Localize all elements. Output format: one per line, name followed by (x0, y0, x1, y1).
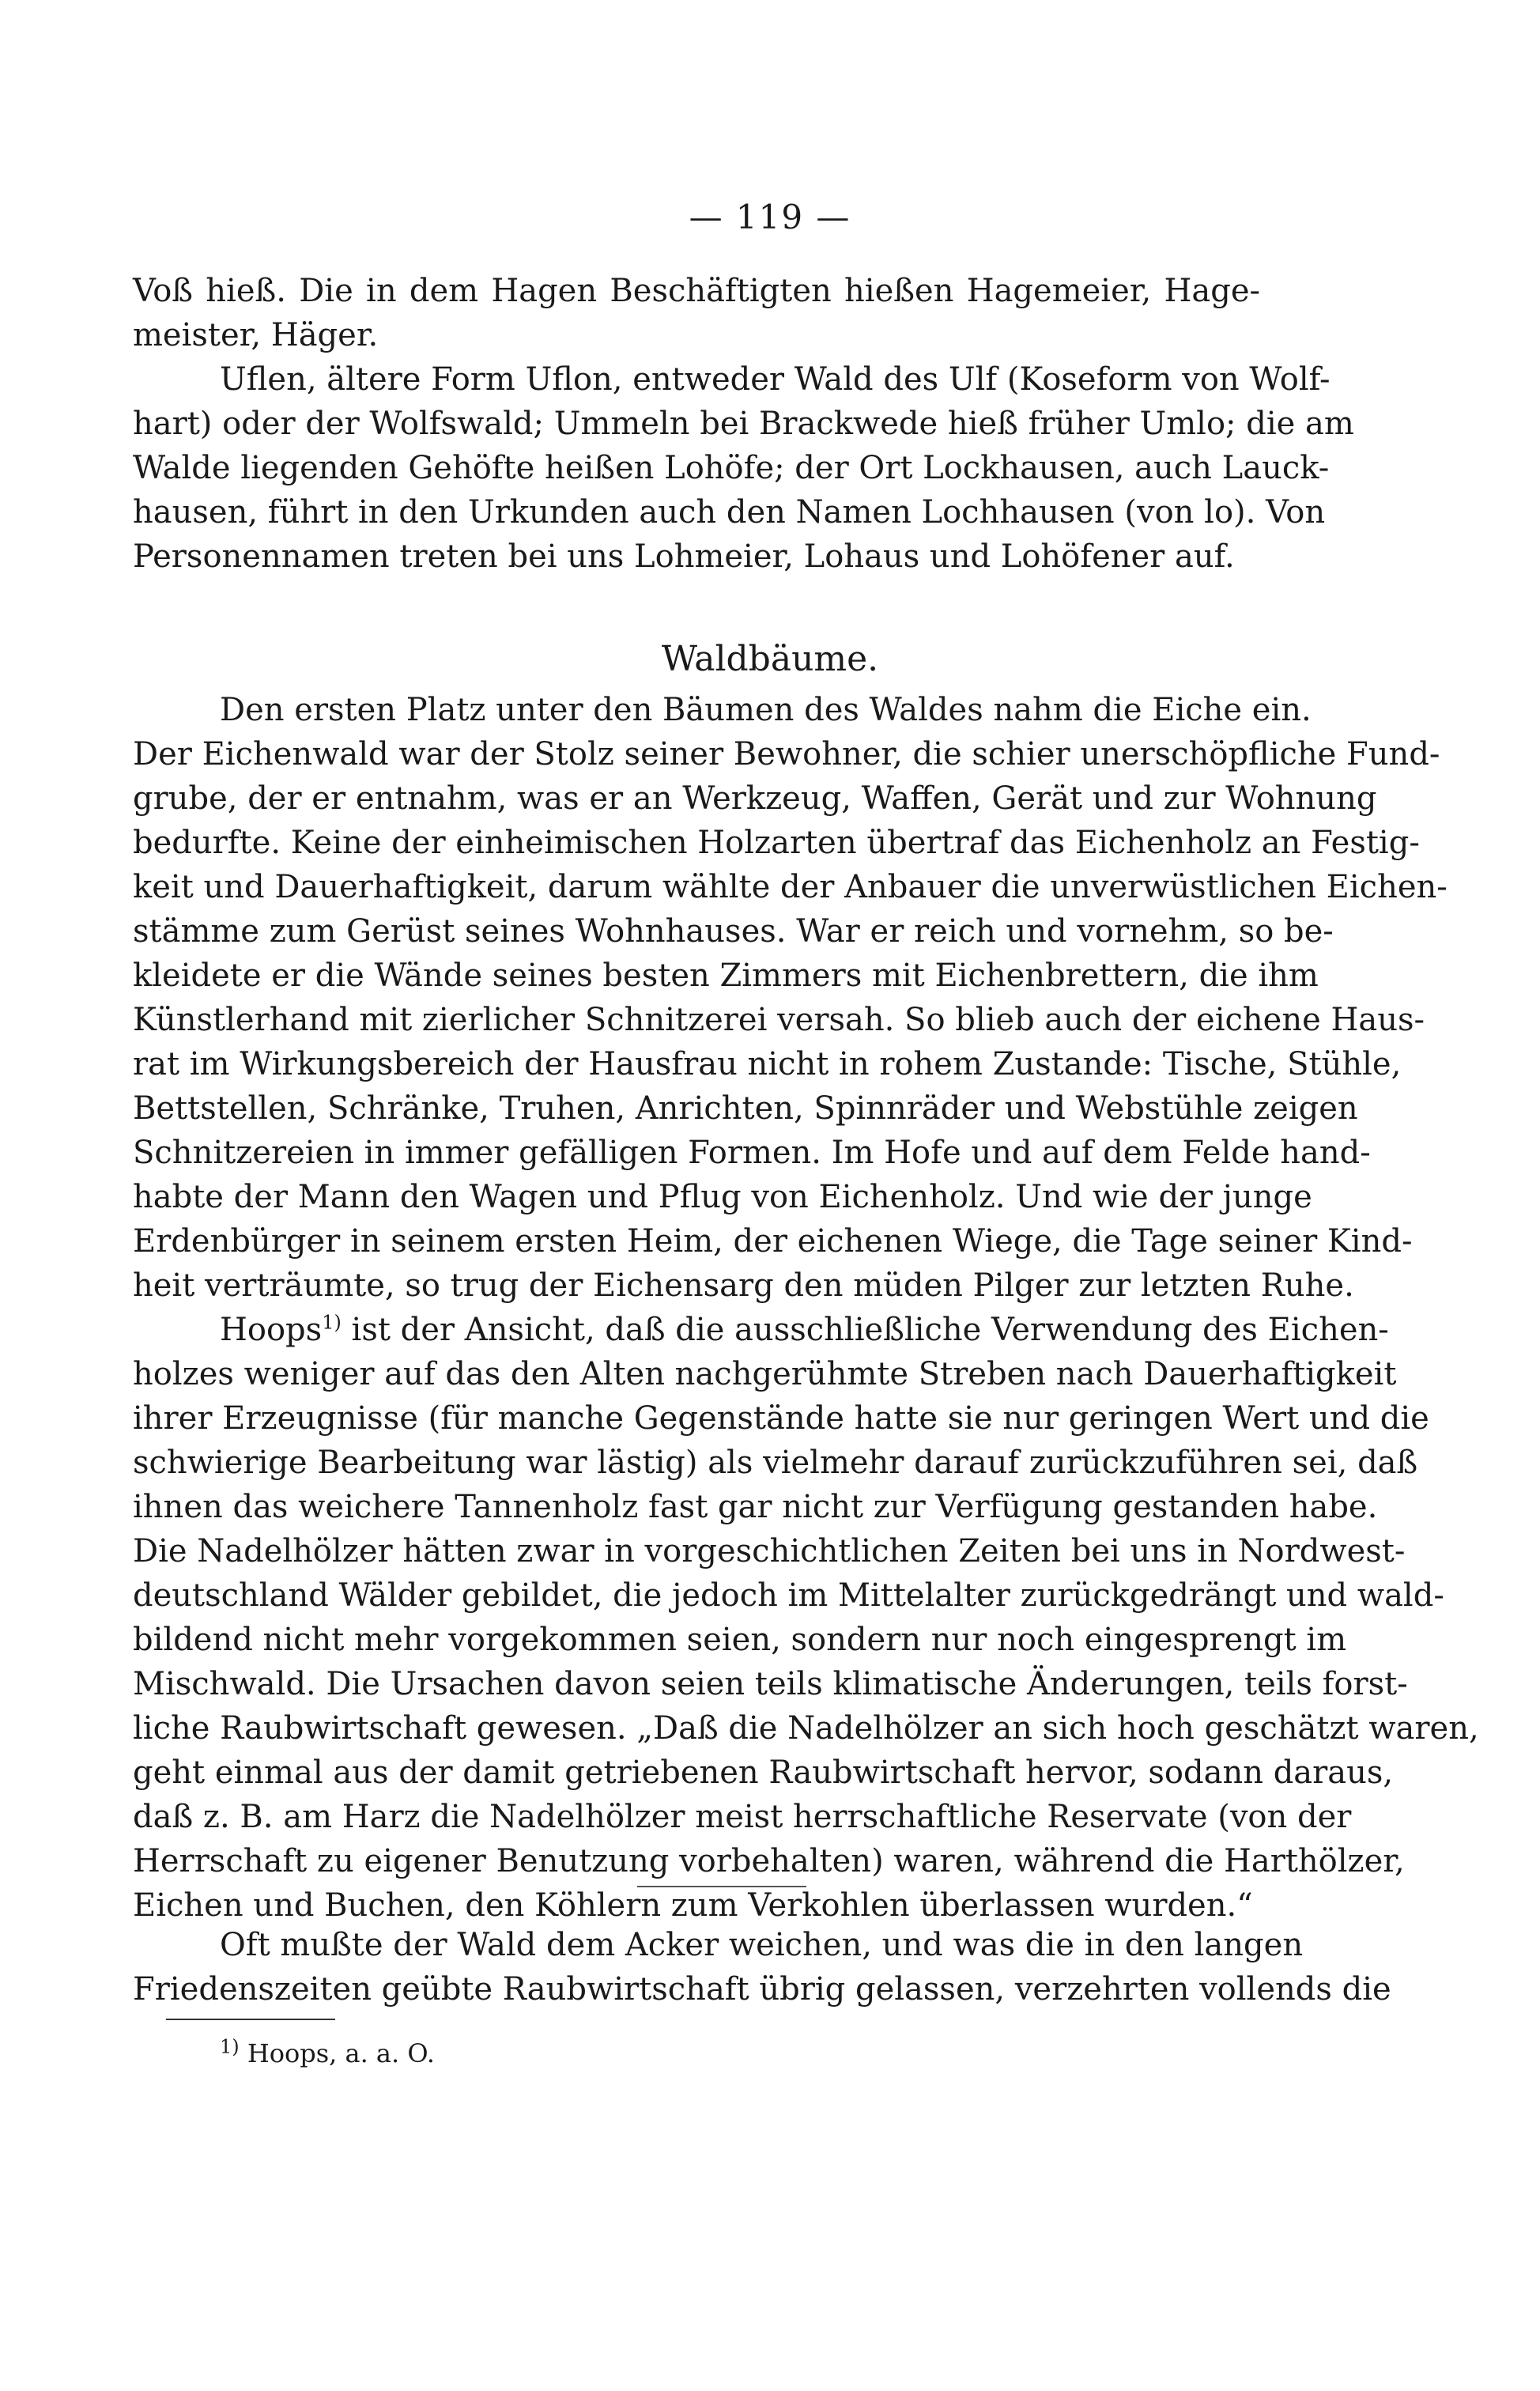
text-line: Personennamen treten bei uns Lohmeier, Lohaus und Lohöfener auf. (133, 538, 1235, 575)
text-line: habte der Mann den Wagen und Pflug von Eichenholz. Und wie der junge (133, 1179, 1312, 1215)
text-line: heit verträumte, so trug der Eichensarg den müden Pilger zur letzten Ruhe. (133, 1267, 1354, 1304)
text-line: hausen, führt in den Urkunden auch den Namen Lochhausen (von lo). Von (133, 494, 1326, 531)
text-line: Schnitzereien in immer gefälligen Formen. Im Hofe und auf dem Felde hand- (133, 1135, 1371, 1171)
closing-paragraph (133, 1923, 1391, 2011)
body-paragraph (133, 688, 1448, 1308)
text-line: Walde liegenden Gehöfte heißen Lohöfe; der Ort Lockhausen, auch Lauck- (133, 450, 1330, 486)
text-line: deutschland Wälder gebildet, die jedoch im Mittelalter zurückgedrängt und wald- (133, 1577, 1444, 1614)
hoops-line-rest: ist der Ansicht, daß die ausschließliche Verwendung des Eichen- (351, 1312, 1389, 1348)
text-line: Der Eichenwald war der Stolz seiner Bewohner, die schier unerschöpfliche Fund- (133, 736, 1440, 772)
text-line: Künstlerhand mit zierlicher Schnitzerei versah. So blieb auch der eichene Haus- (133, 1002, 1425, 1038)
footnote (220, 2035, 435, 2068)
text-line: schwierige Bearbeitung war lästig) als vielmehr darauf zurückzuführen sei, daß (133, 1445, 1418, 1481)
text-line: ihrer Erzeugnisse (für manche Gegenstände hatte sie nur geringen Wert und die (133, 1400, 1429, 1437)
footnote-text: Hoops, a. a. O. (247, 2038, 435, 2068)
text-line: bedurfte. Keine der einheimischen Holzarten übertraf das Eichenholz an Festig- (133, 825, 1420, 861)
text-line: grube, der er entnahm, was er an Werkzeug, Waffen, Gerät und zur Wohnung (133, 780, 1377, 817)
intro-paragraph (133, 269, 1354, 579)
text-line: kleidete er die Wände seines besten Zimmers mit Eichenbrettern, die ihm (133, 958, 1319, 994)
text-line: Eichen und Buchen, den Köhlern zum Verkohlen überlassen wurden.“ (133, 1887, 1253, 1924)
text-line: Bettstellen, Schränke, Truhen, Anrichten, Spinnräder und Webstühle zeigen (133, 1090, 1358, 1127)
hoops-paragraph (133, 1308, 1479, 1928)
text-line: geht einmal aus der damit getriebenen Raubwirtschaft hervor, sodann daraus, (133, 1755, 1394, 1791)
text-line: Uflen, ältere Form Uflon, entweder Wald des Ulf (Koseform von Wolf- (220, 361, 1331, 398)
footnote-mark: 1) (220, 2035, 240, 2058)
text-line: hart) oder der Wolfswald; Ummeln bei Brackwede hieß früher Umlo; die am (133, 406, 1354, 442)
page-number: — 119 — (689, 198, 851, 236)
text-line: ihnen das weichere Tannenholz fast gar nicht zur Verfügung gestanden habe. (133, 1489, 1378, 1525)
footnote-reference: 1) (322, 1311, 342, 1334)
text-line: Friedenszeiten geübte Raubwirtschaft übrig gelassen, verzehrten vollends die (133, 1971, 1391, 2008)
text-line: Die Nadelhölzer hätten zwar in vorgeschichtlichen Zeiten bei uns in Nordwest- (133, 1533, 1406, 1569)
text-line: Erdenbürger in seinem ersten Heim, der eichenen Wiege, die Tage seiner Kind- (133, 1223, 1413, 1260)
text-line: rat im Wirkungsbereich der Hausfrau nicht in rohem Zustande: Tische, Stühle, (133, 1046, 1402, 1082)
text-line: Den ersten Platz unter den Bäumen des Waldes nahm die Eiche ein. (220, 692, 1312, 728)
text-line: holzes weniger auf das den Alten nachgerühmte Streben nach Dauerhaftigkeit (133, 1356, 1397, 1392)
section-divider (637, 1886, 806, 1887)
text-line: meister, Häger. (133, 317, 379, 353)
text-line: Mischwald. Die Ursachen davon seien teils klimatische Änderungen, teils forst- (133, 1666, 1408, 1702)
text-line: liche Raubwirtschaft gewesen. „Daß die Nadelhölzer an sich hoch geschätzt waren, (133, 1710, 1479, 1747)
text-line: daß z. B. am Harz die Nadelhölzer meist herrschaftliche Reservate (von der (133, 1799, 1352, 1835)
text-line: Herrschaft zu eigener Benutzung vorbehalten) waren, während die Harthölzer, (133, 1843, 1405, 1879)
hoops-name: Hoops (220, 1312, 323, 1348)
text-line: Voß hieß. Die in dem Hagen Beschäftigten hießen Hagemeier, Hage- (133, 273, 1260, 309)
section-heading: Waldbäume. (661, 639, 879, 679)
text-line: keit und Dauerhaftigkeit, darum wählte der Anbauer die unverwüstlichen Eichen- (133, 869, 1448, 905)
text-line: bildend nicht mehr vorgekommen seien, sondern nur noch eingesprengt im (133, 1622, 1347, 1658)
footnote-rule (166, 2019, 335, 2020)
text-line: Oft mußte der Wald dem Acker weichen, und was die in den langen (220, 1927, 1304, 1963)
text-line: stämme zum Gerüst seines Wohnhauses. War er reich und vornehm, so be- (133, 913, 1334, 950)
text-line (133, 1308, 1389, 1352)
